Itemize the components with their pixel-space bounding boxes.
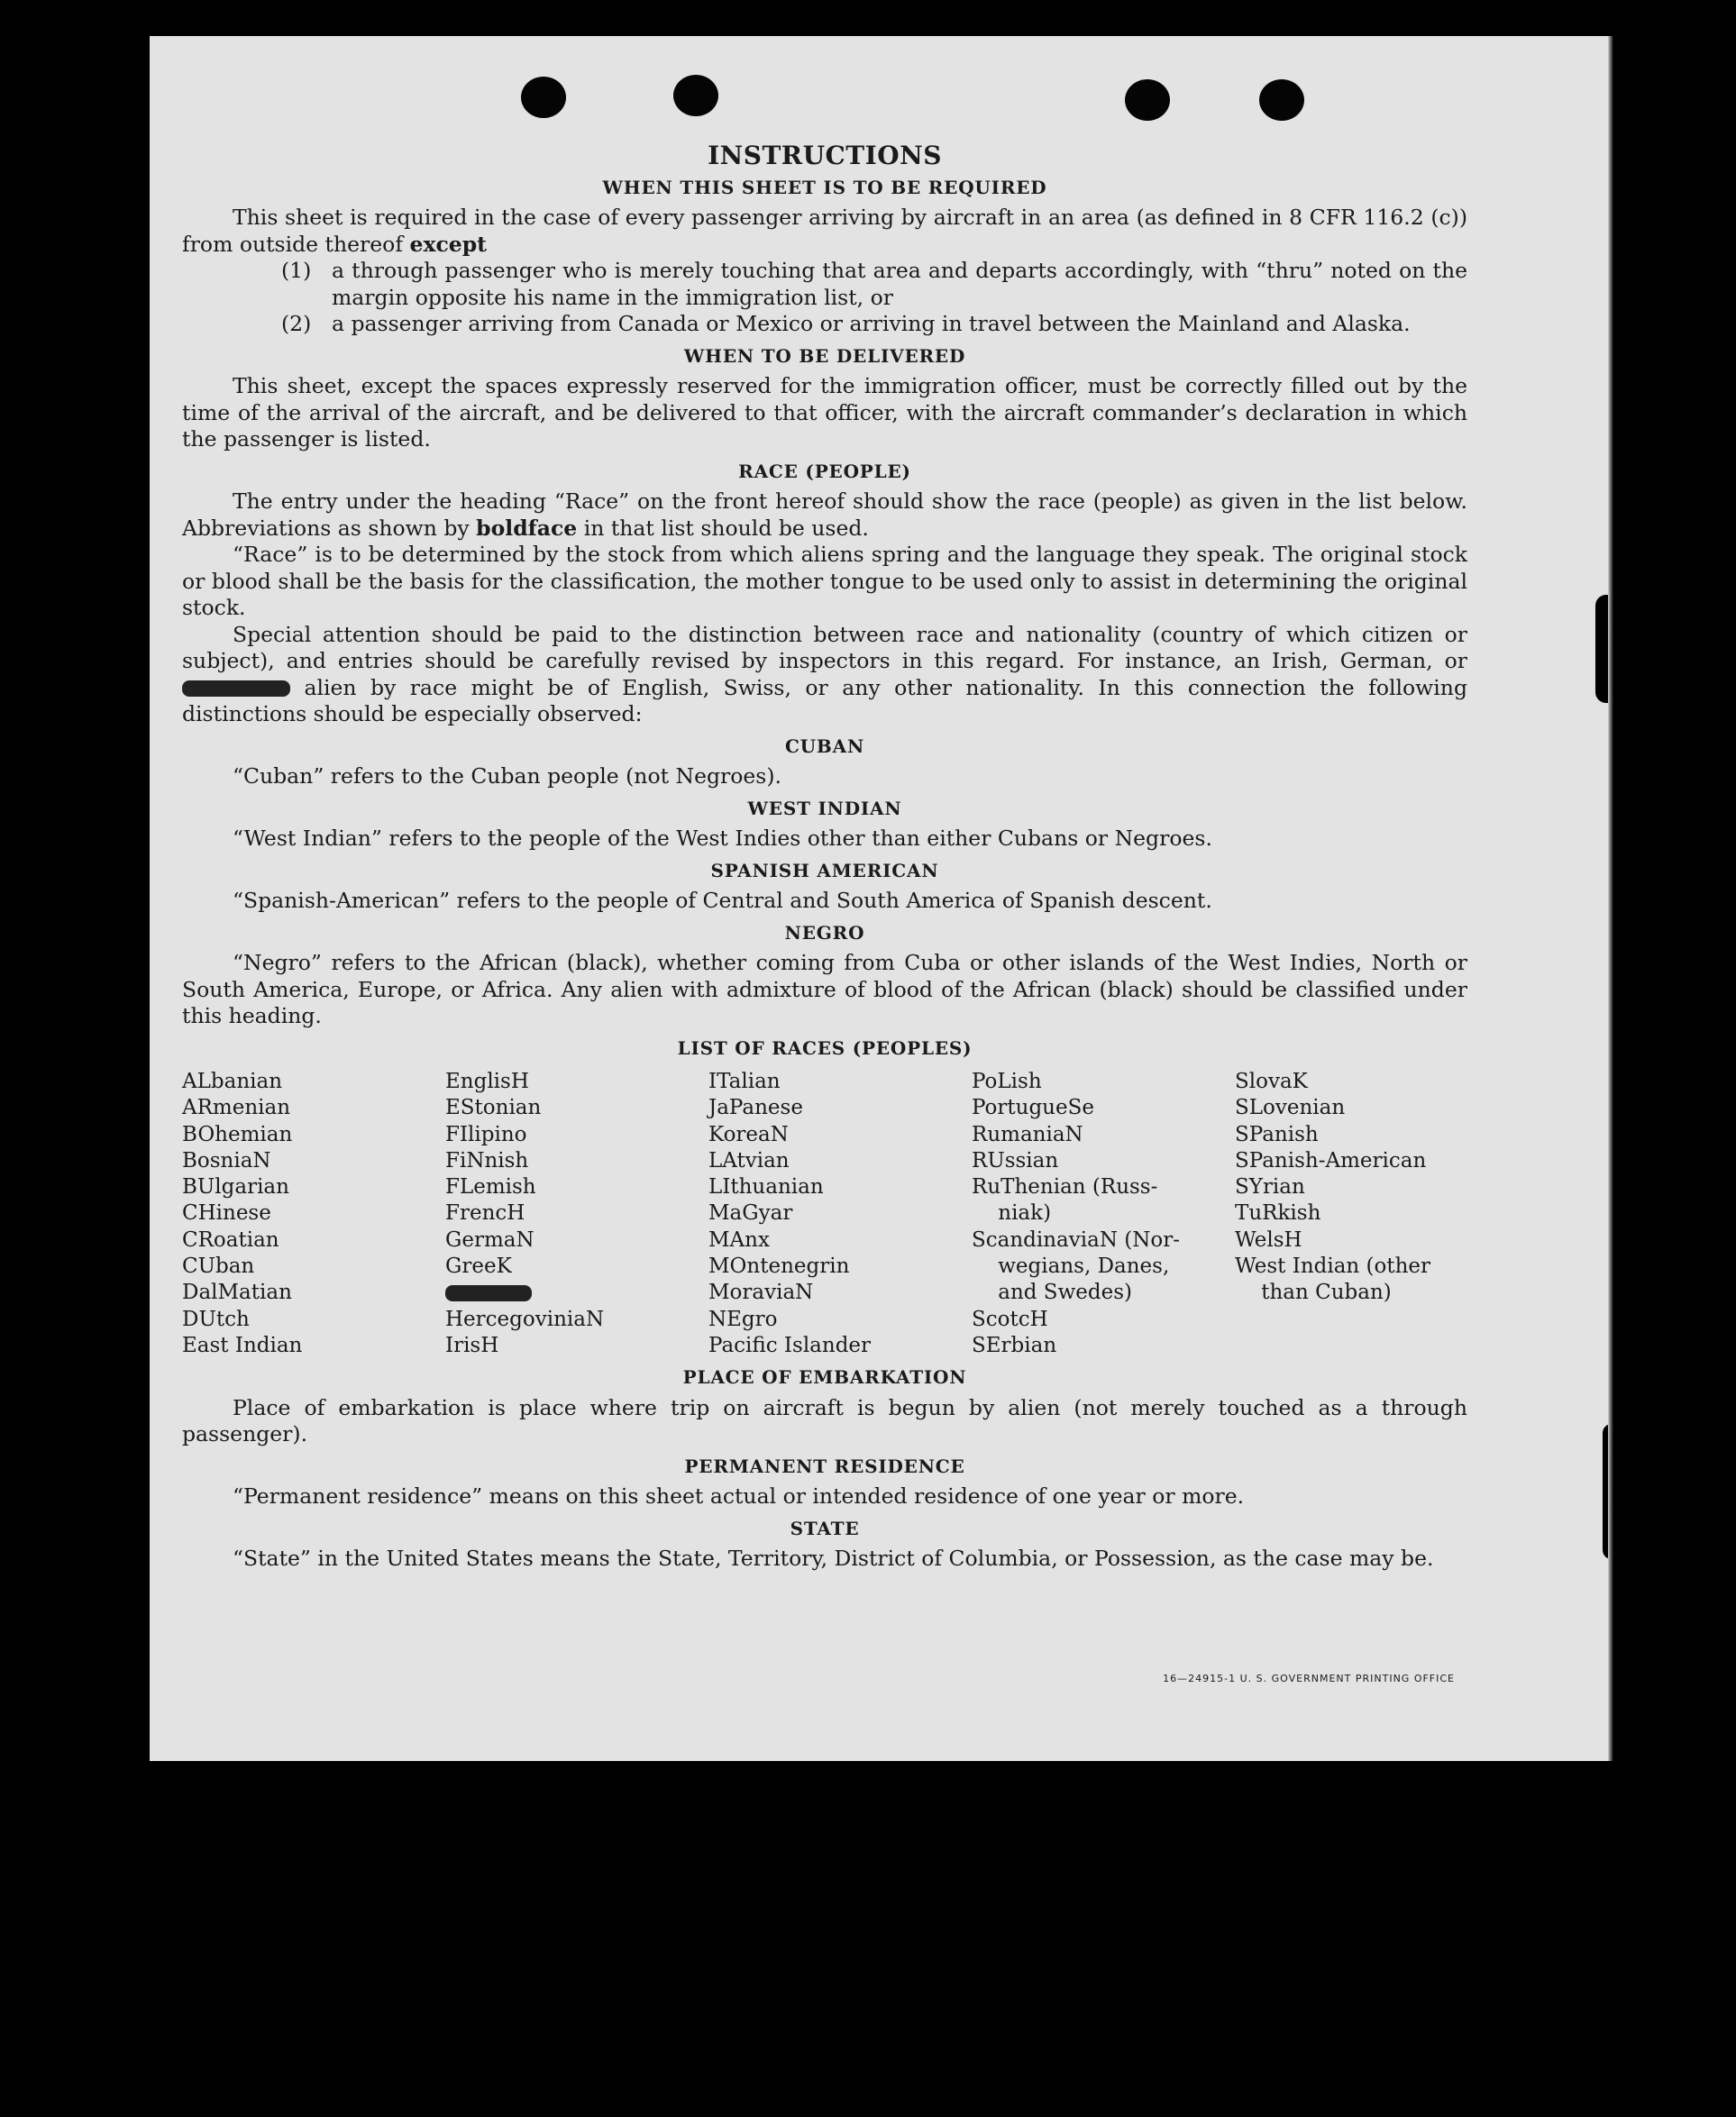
race-entry: MAnx (708, 1227, 770, 1252)
race-entry: ITalian (708, 1070, 781, 1093)
race-entry: KoreaN (708, 1122, 789, 1146)
races-column-2 (445, 1069, 708, 1359)
torn-edge (1603, 1424, 1615, 1559)
redaction-mark (182, 680, 290, 697)
race-entry: WelsH (1235, 1227, 1302, 1252)
race-entry: LAtvian (708, 1148, 790, 1173)
race-entry: SErbian (972, 1333, 1057, 1357)
race-entry-redacted (445, 1280, 708, 1306)
race-entry: LIthuanian (708, 1175, 824, 1200)
race-entry: EStonian (445, 1096, 542, 1120)
page-title: INSTRUCTIONS (708, 141, 942, 170)
printer-imprint: 16—24915-1 U. S. GOVERNMENT PRINTING OFFICE (1163, 1673, 1455, 1684)
race-entry: ScotcH (972, 1307, 1048, 1331)
punch-hole (1125, 79, 1170, 121)
section-heading-required: WHEN THIS SHEET IS TO BE REQUIRED (602, 176, 1047, 198)
race-entry: BosniaN (182, 1148, 271, 1173)
race-entry: DalMatian (182, 1281, 292, 1305)
section-heading-spanish-american: SPANISH AMERICAN (710, 859, 939, 881)
race-entry: CUban (182, 1255, 255, 1279)
race-entry: CRoatian (182, 1227, 279, 1252)
section-heading-race: RACE (PEOPLE) (738, 460, 911, 482)
race-entry: ALbanian (182, 1070, 283, 1093)
race-entry: SPanish (1235, 1122, 1319, 1146)
races-column-4 (972, 1069, 1235, 1359)
torn-edge (1595, 595, 1615, 703)
race-entry: and Swedes) (972, 1281, 1132, 1305)
instructions-body (182, 142, 1467, 1573)
punch-hole (673, 75, 718, 116)
exception-item: (2) a passenger arriving from Canada or Mexico or arriving in travel between the Mainland and Alaska. (281, 311, 1411, 336)
document-sheet (150, 36, 1608, 1761)
state-text: “State” in the United States means the State, Territory, District of Columbia, or Possession, as the case may be. (233, 1546, 1434, 1572)
negro-text: “Negro” refers to the African (black), whether coming from Cuba or other islands of the West Indies, North or South America, Europe, or Africa. Any alien with admixture of blood of the African (black) should be classified under this heading. (182, 950, 1467, 1028)
residence-text: “Permanent residence” means on this sheet actual or intended residence of one year or more. (233, 1483, 1245, 1510)
section-heading-races: LIST OF RACES (PEOPLES) (677, 1036, 973, 1059)
race-entry: RUssian (972, 1148, 1059, 1173)
section-heading-negro: NEGRO (784, 921, 865, 944)
punch-hole (1259, 79, 1304, 121)
races-column-5 (1235, 1069, 1498, 1359)
race-entry: ARmenian (182, 1096, 291, 1120)
race-paragraph-2: “Race” is to be determined by the stock from which aliens spring and the language they speak. The original stock or blood shall be the basis for the classification, the mother tongue to be used only to assist in determining the original stock. (182, 542, 1467, 620)
embarkation-text: Place of embarkation is place where trip on aircraft is begun by alien (not merely touched as a through passenger). (182, 1394, 1467, 1447)
race-entry: BUlgarian (182, 1175, 289, 1200)
race-entry: niak) (972, 1201, 1052, 1226)
spanish-american-text: “Spanish-American” refers to the people of Central and South America of Spanish descent. (233, 888, 1212, 913)
race-entry: FrencH (445, 1201, 525, 1226)
race-entry: RumaniaN (972, 1122, 1083, 1146)
race-entry: Pacific Islander (708, 1333, 872, 1357)
section-heading-state: STATE (790, 1517, 860, 1539)
race-entry: FiNnish (445, 1148, 529, 1173)
race-entry: East Indian (182, 1333, 303, 1357)
races-column-3 (708, 1069, 972, 1359)
cuban-text: “Cuban” refers to the Cuban people (not Negroes). (233, 763, 782, 789)
west-indian-text: “West Indian” refers to the people of the West Indies other than either Cubans or Negroes. (233, 826, 1212, 851)
races-column-1 (182, 1069, 445, 1359)
race-entry: RuThenian (Russ- (972, 1175, 1158, 1200)
races-list (182, 1069, 1467, 1359)
race-entry: MoraviaN (708, 1281, 814, 1305)
race-paragraph-3: Special attention should be paid to the distinction between race and nationality (country of which citizen or subject), and entries should be carefully revised by inspectors in this regard. For instance, an Irish, German, or alien by race might be of English, Swiss, or any other nationality. In this connection the following distinctions should be especially observed: (182, 621, 1467, 726)
section-heading-delivered: WHEN TO BE DELIVERED (683, 344, 966, 367)
race-entry: FLemish (445, 1175, 536, 1200)
race-entry: SPanish-American (1235, 1148, 1427, 1173)
race-entry: GermaN (445, 1227, 535, 1252)
race-entry: IrisH (445, 1333, 499, 1357)
section-heading-embarkation: PLACE OF EMBARKATION (682, 1366, 967, 1389)
race-entry: wegians, Danes, (972, 1255, 1170, 1279)
race-entry: than Cuban) (1235, 1281, 1392, 1305)
race-entry: SYrian (1235, 1175, 1305, 1200)
required-intro: This sheet is required in the case of every passenger arriving by aircraft in an area (as defined in 8 CFR 116.2 (c)) from outside thereof except (182, 205, 1467, 257)
race-entry: DUtch (182, 1307, 250, 1331)
race-entry: CHinese (182, 1201, 271, 1226)
race-entry: PoLish (972, 1070, 1042, 1093)
race-entry: MaGyar (708, 1201, 793, 1226)
race-entry: GreeK (445, 1255, 512, 1279)
punch-hole (521, 77, 566, 118)
race-entry: SlovaK (1235, 1070, 1308, 1093)
section-heading-west-indian: WEST INDIAN (747, 797, 902, 819)
race-entry: FIlipino (445, 1122, 527, 1146)
race-entry: MOntenegrin (708, 1255, 850, 1279)
race-entry: BOhemian (182, 1122, 293, 1146)
race-entry: SLovenian (1235, 1096, 1346, 1120)
exception-item: (1) a through passenger who is merely touching that area and departs accordingly, with “thru” noted on the margin opposite his name in the immigration list, or (281, 258, 1467, 310)
race-entry: EnglisH (445, 1070, 529, 1093)
race-entry: TuRkish (1235, 1201, 1321, 1226)
section-heading-cuban: CUBAN (784, 735, 865, 757)
race-entry: NEgro (708, 1307, 778, 1331)
race-entry: ScandinaviaN (Nor- (972, 1227, 1180, 1252)
race-paragraph-1: The entry under the heading “Race” on the front hereof should show the race (people) as given in the list below. Abbreviations as shown by boldface in that list should be used. (182, 488, 1467, 541)
section-heading-residence: PERMANENT RESIDENCE (684, 1455, 965, 1477)
race-entry: JaPanese (708, 1096, 803, 1120)
race-entry: PortugueSe (972, 1096, 1094, 1120)
delivered-text: This sheet, except the spaces expressly reserved for the immigration officer, must be correctly filled out by the time of the arrival of the aircraft, and be delivered to that officer, with the aircraft commander’s declaration in which the passenger is listed. (182, 373, 1467, 452)
race-entry: HercegoviniaN (445, 1307, 605, 1331)
race-entry: West Indian (other (1235, 1255, 1431, 1279)
redaction-mark (445, 1285, 532, 1301)
